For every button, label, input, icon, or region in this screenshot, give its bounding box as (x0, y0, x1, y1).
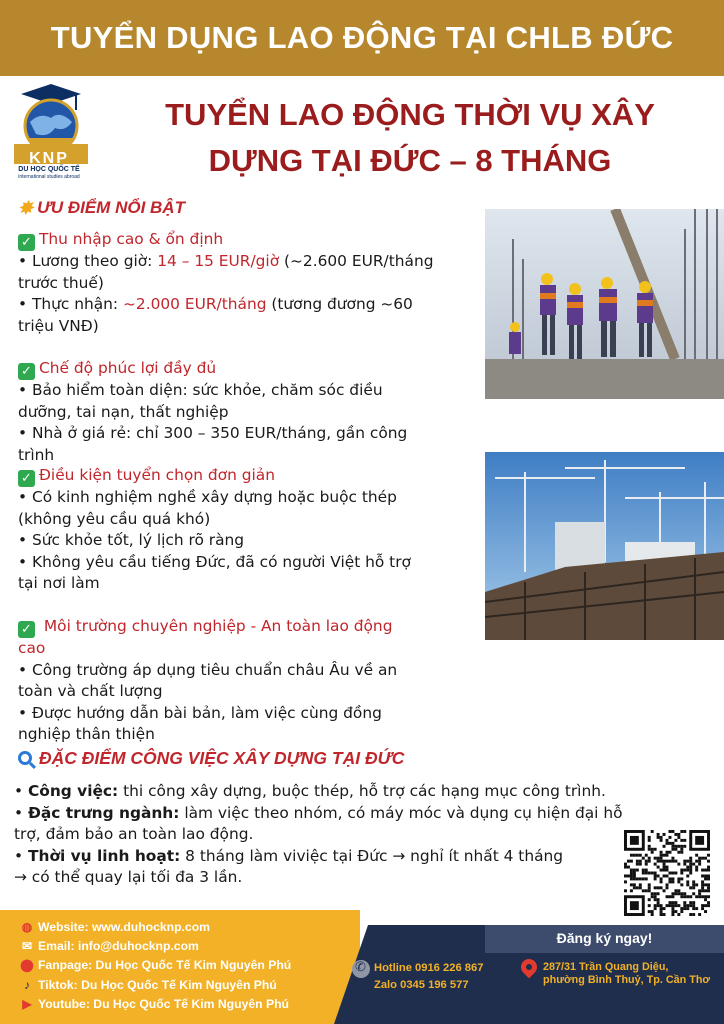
construction-cranes-photo (485, 452, 724, 640)
check-icon: ✓ (18, 621, 35, 638)
requirements-heading: ✓ Điều kiện tuyển chọn đơn giản (18, 465, 470, 487)
income-section (18, 229, 470, 337)
list-item: trình (18, 445, 55, 464)
list-item: toàn và chất lượng (18, 682, 163, 700)
wage-line-cont: trước thuế) (18, 273, 104, 292)
job-item: • Thời vụ linh hoạt: 8 tháng làm viviệc tại Đức → nghỉ ít nhất 4 tháng (14, 846, 564, 865)
job-item-cont: trợ, đảm bảo an toàn lao động. (14, 825, 254, 844)
list-item: dưỡng, tai nạn, thất nghiệp (18, 402, 229, 421)
magnifier-icon (18, 751, 32, 765)
construction-workers-photo (485, 209, 724, 399)
logo-subtitle: DU HỌC QUỐC TẾ (18, 166, 80, 173)
environment-heading-cont: cao (18, 639, 46, 657)
wage-line: • Lương theo giờ: 14 – 15 EUR/giờ (~2.600 EUR/tháng (18, 252, 434, 270)
contact-fanpage[interactable]: ⬤ Fanpage: Du Học Quốc Tế Kim Nguyên Phú (20, 956, 291, 975)
logo-name: KNP (29, 150, 69, 167)
address-block (543, 961, 710, 987)
environment-heading: ✓ Môi trường chuyên nghiệp - An toàn lao động (18, 616, 470, 638)
list-item: • Công trường áp dụng tiêu chuẩn châu Âu về an (18, 660, 398, 679)
advantages-title (18, 198, 185, 219)
contact-website[interactable]: ◍ Website: www.duhocknp.com (20, 918, 291, 937)
pushpin-icon: ⬤ (20, 958, 34, 973)
job-item-cont: → có thể quay lại tối đa 3 lần. (14, 868, 243, 887)
check-icon: ✓ (18, 363, 35, 380)
sparkle-icon: ✸ (18, 198, 34, 218)
headline-line-1: TUYỂN LAO ĐỘNG THỜI VỤ XÂY (165, 97, 655, 132)
headline-line-2: DỰNG TẠI ĐỨC – 8 THÁNG (208, 143, 612, 178)
address-line-1: 287/31 Trần Quang Diệu, (543, 961, 669, 973)
logo-tagline: international studies abroad (18, 174, 80, 180)
zalo-number[interactable]: Zalo 0345 196 577 (374, 979, 469, 991)
list-item: • Nhà ở giá rẻ: chỉ 300 – 350 EUR/tháng, gần công (18, 424, 408, 442)
tiktok-icon: ♪ (24, 977, 30, 992)
contact-email[interactable]: ✉ Email: info@duhocknp.com (20, 937, 291, 956)
list-item: nghiệp thân thiện (18, 725, 155, 743)
check-icon: ✓ (18, 234, 35, 251)
contact-youtube[interactable]: ▶ Youtube: Du Học Quốc Tế Kim Nguyên Phú (20, 995, 291, 1014)
welfare-heading: ✓ Chế độ phúc lợi đầy đủ (18, 358, 470, 380)
phone-icon (352, 960, 370, 978)
address-line-2: phường Bình Thuỷ, Tp. Cần Thơ (543, 974, 711, 986)
contact-tiktok[interactable]: ♪ Tiktok: Du Học Quốc Tế Kim Nguyên Phú (20, 976, 291, 995)
job-details (14, 781, 714, 889)
list-item: • Không yêu cầu tiếng Đức, đã có người Việt hỗ trợ (18, 552, 411, 571)
requirements-section (18, 465, 470, 595)
list-item: (không yêu cầu quá khó) (18, 509, 211, 528)
register-button[interactable]: Đăng ký ngay! (556, 930, 653, 946)
net-line: • Thực nhận: ~2.000 EUR/tháng (tương đương ~60 (18, 295, 413, 313)
income-heading: ✓ Thu nhập cao & ổn định (18, 229, 470, 251)
job-item: • Công việc: thi công xây dựng, buộc thép, hỗ trợ các hạng mục công trình. (14, 782, 606, 800)
check-icon: ✓ (18, 470, 35, 487)
job-title (18, 748, 404, 769)
list-item: • Bảo hiểm toàn diện: sức khỏe, chăm sóc điều (18, 381, 383, 399)
youtube-icon: ▶ (22, 996, 32, 1011)
environment-section (18, 616, 470, 746)
hotline-number[interactable]: Hotline 0916 226 867 (374, 962, 484, 974)
advantages-title-text: ƯU ĐIỂM NỔI BẬT (37, 198, 185, 217)
globe-icon: ◍ (21, 920, 33, 934)
top-banner (0, 0, 724, 76)
job-title-text: ĐẶC ĐIỂM CÔNG VIỆC XÂY DỰNG TẠI ĐỨC (39, 748, 405, 768)
list-item: • Sức khỏe tốt, lý lịch rõ ràng (18, 531, 245, 549)
job-item: • Đặc trưng ngành: làm việc theo nhóm, có máy móc và dụng cụ hiện đại hỗ (14, 803, 623, 822)
main-headline (110, 92, 710, 184)
list-item: • Có kinh nghiệm nghề xây dựng hoặc buộc thép (18, 488, 397, 506)
list-item: tại nơi làm (18, 574, 100, 592)
welfare-section (18, 358, 470, 466)
hotline-block[interactable] (374, 960, 483, 994)
banner-title: TUYỂN DỤNG LAO ĐỘNG TẠI CHLB ĐỨC (50, 20, 674, 55)
mail-icon: ✉ (21, 939, 33, 954)
net-line-cont: triệu VNĐ) (18, 316, 99, 335)
list-item: • Được hướng dẫn bài bản, làm việc cùng đồng (18, 703, 382, 722)
qr-code[interactable] (624, 830, 710, 916)
contact-list (20, 918, 291, 1014)
